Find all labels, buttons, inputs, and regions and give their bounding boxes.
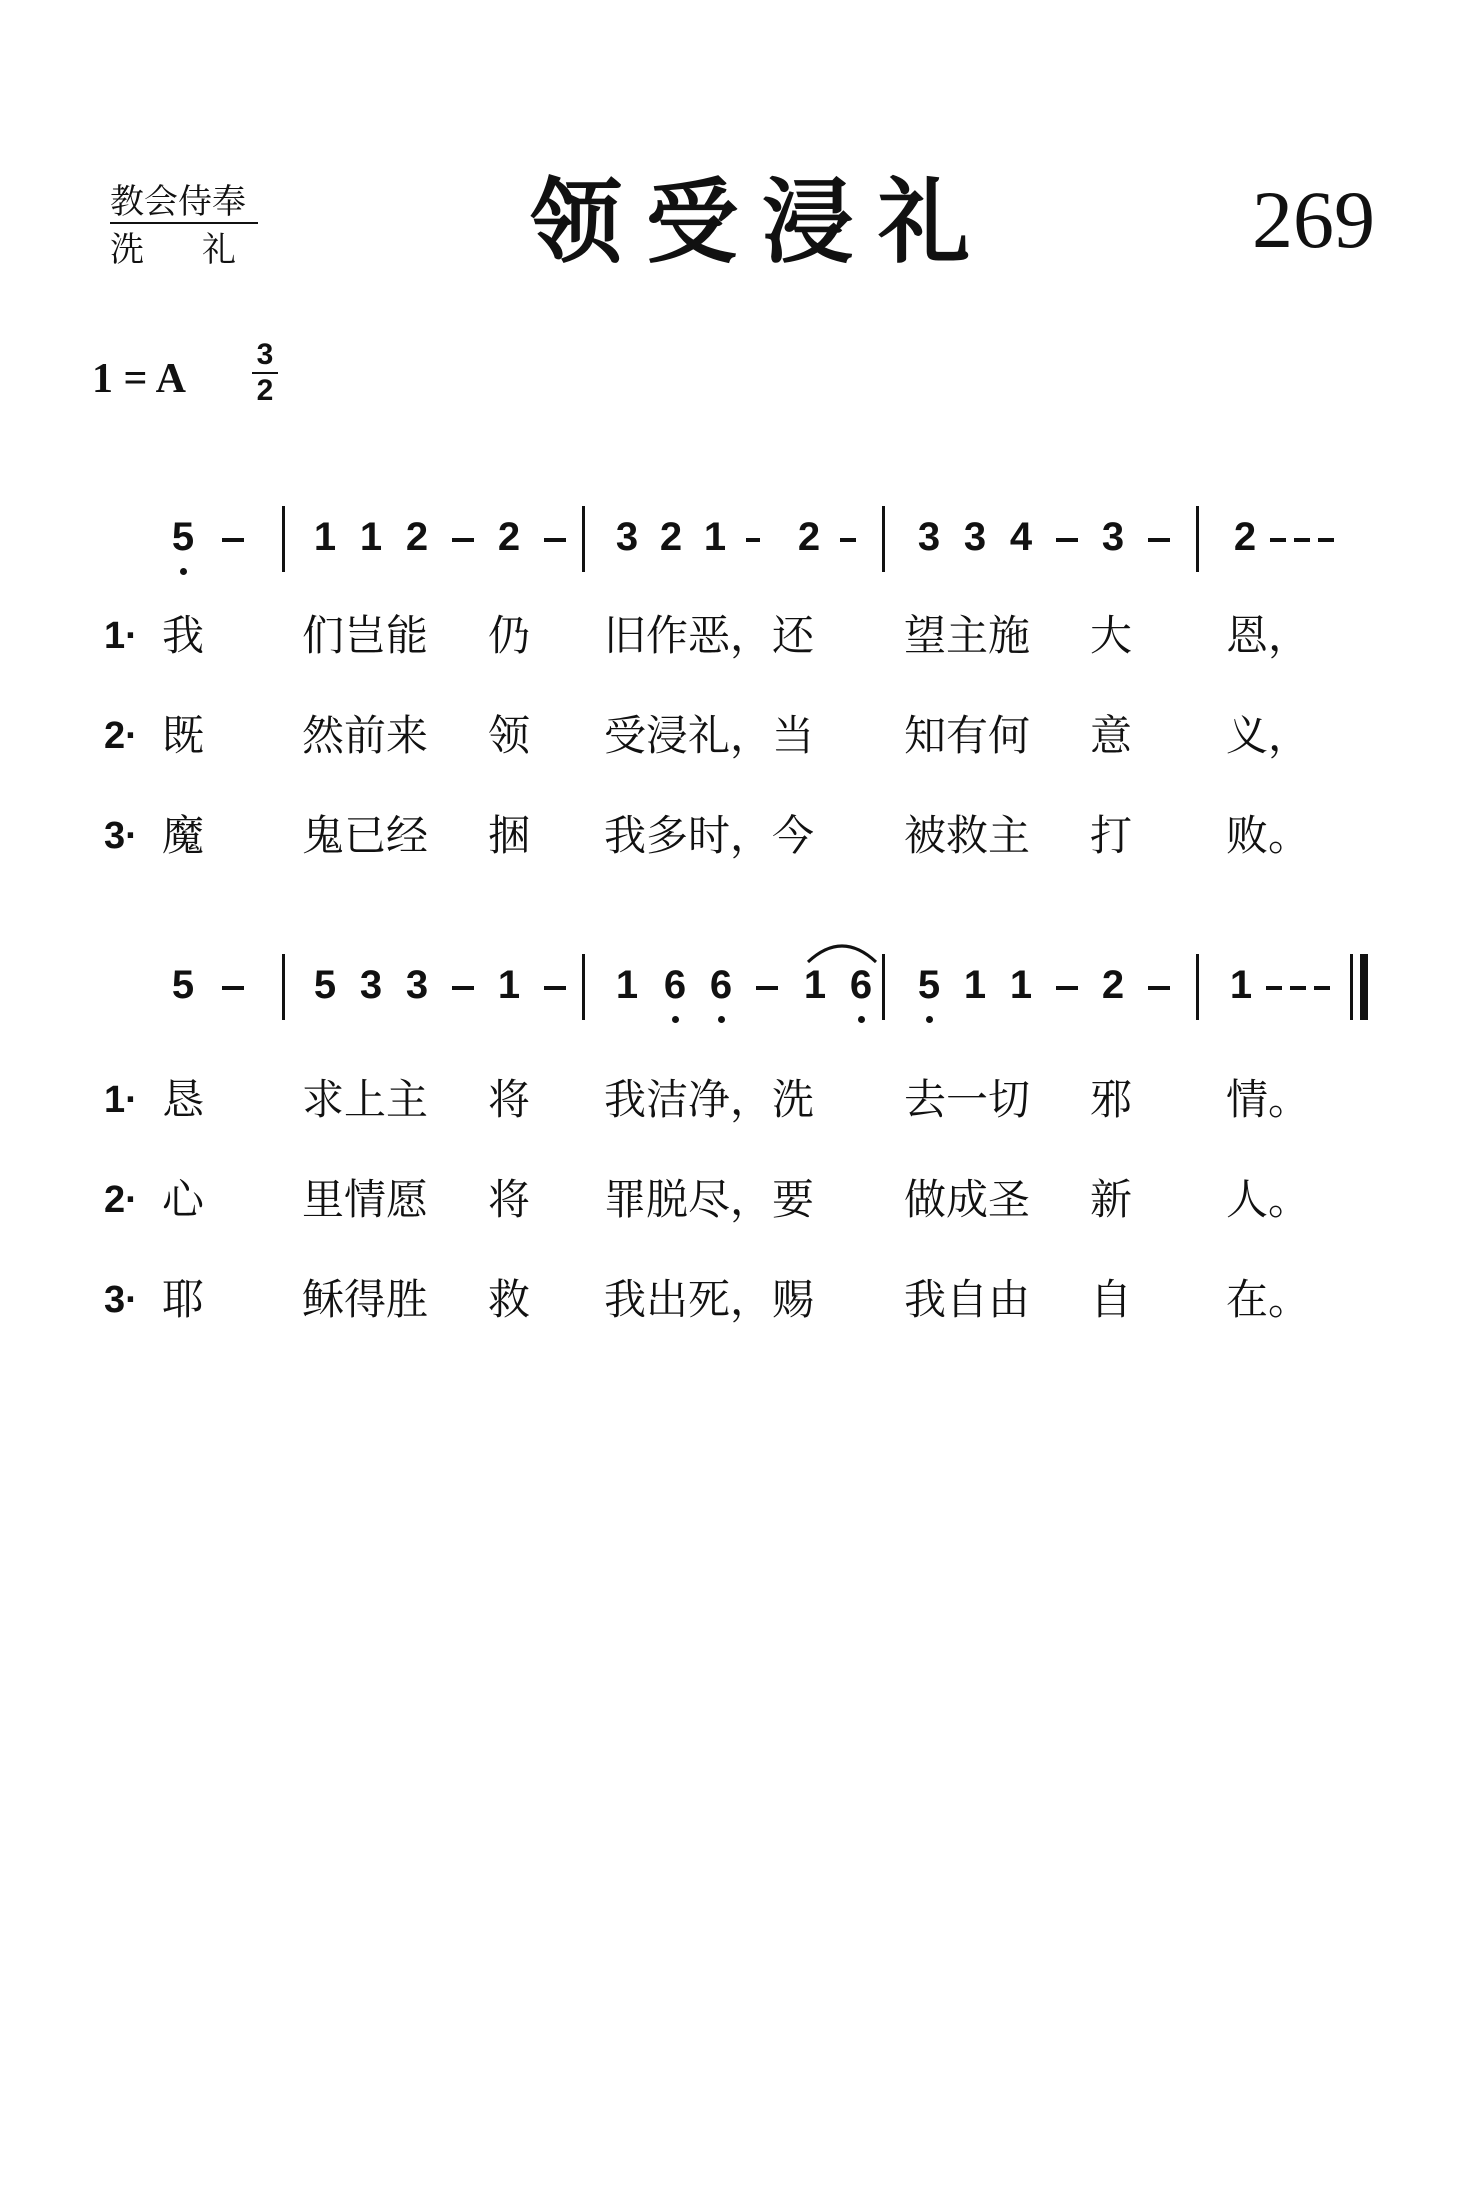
lower-octave-dot	[180, 568, 187, 575]
lyric-text: 在。	[1226, 1275, 1311, 1324]
lyric-text: 我自由	[904, 1275, 1031, 1324]
lower-octave-dot	[718, 1016, 725, 1023]
lyric-text: 意	[1090, 711, 1133, 760]
note: 5	[171, 515, 195, 559]
lyric-text: 们岂能	[302, 611, 429, 660]
barline	[882, 506, 885, 572]
dash	[1270, 538, 1286, 542]
time-signature: 3 2	[250, 340, 280, 406]
barline	[582, 954, 585, 1020]
hymn-title: 领受浸礼	[530, 169, 995, 276]
lyric-text: 仍	[488, 611, 531, 660]
note: 6	[709, 963, 733, 1007]
dash	[1266, 986, 1282, 990]
dash	[452, 986, 474, 990]
notation-line-1	[0, 512, 1476, 582]
key-signature: 1 = A	[92, 356, 186, 402]
lyric-text: 领	[488, 711, 531, 760]
dash	[1314, 986, 1330, 990]
note: 2	[1233, 515, 1257, 559]
lyric-text: 将	[488, 1075, 531, 1124]
lyric-text: 情。	[1226, 1075, 1311, 1124]
dash	[544, 538, 566, 542]
note: 2	[405, 515, 429, 559]
final-barline-thin	[1350, 954, 1353, 1020]
lyric-text: 将	[488, 1175, 531, 1224]
note: 1	[313, 515, 337, 559]
dash	[222, 538, 244, 542]
lyric-verse-3-line-2	[0, 1272, 1476, 1332]
lyric-verse-1	[0, 608, 1476, 668]
note: 3	[1101, 515, 1125, 559]
note: 1	[803, 963, 827, 1007]
dash	[452, 538, 474, 542]
verse-number: 2·	[104, 715, 138, 757]
lyric-text: 受浸礼，当	[604, 711, 815, 760]
barline	[282, 954, 285, 1020]
lyric-text: 义，	[1226, 711, 1311, 760]
lyric-text: 然前来	[302, 711, 429, 760]
dash	[1290, 986, 1306, 990]
dash	[756, 986, 778, 990]
lyric-text: 知有何	[904, 711, 1031, 760]
lyric-text: 恳	[162, 1075, 205, 1124]
verse-number: 3·	[104, 1279, 138, 1321]
dash	[1056, 986, 1078, 990]
dash	[840, 538, 856, 542]
lyric-text: 望主施	[904, 611, 1031, 660]
note: 6	[849, 963, 873, 1007]
lyric-verse-3	[0, 808, 1476, 868]
lyric-text: 既	[162, 711, 205, 760]
lyric-text: 邪	[1090, 1075, 1133, 1124]
verse-number: 1·	[104, 1079, 138, 1121]
note: 1	[1229, 963, 1253, 1007]
dash	[544, 986, 566, 990]
lyric-text: 人。	[1226, 1175, 1311, 1224]
lyric-verse-2-line-2	[0, 1172, 1476, 1232]
lyric-text: 打	[1090, 811, 1133, 860]
lyric-text: 心	[162, 1175, 205, 1224]
final-barline-thick	[1360, 954, 1368, 1020]
note: 3	[963, 515, 987, 559]
dash	[1294, 538, 1310, 542]
note: 2	[797, 515, 821, 559]
dash	[1148, 538, 1170, 542]
lyric-text: 败。	[1226, 811, 1311, 860]
lyric-text: 旧作恶，还	[604, 611, 815, 660]
note: 5	[171, 963, 195, 1007]
lyric-text: 大	[1090, 611, 1133, 660]
lyric-text: 里情愿	[302, 1175, 429, 1224]
lyric-text: 做成圣	[904, 1175, 1031, 1224]
dash	[746, 538, 760, 542]
barline	[582, 506, 585, 572]
lower-octave-dot	[672, 1016, 679, 1023]
verse-number: 1·	[104, 615, 138, 657]
lyric-text: 我出死，赐	[604, 1275, 815, 1324]
note: 5	[917, 963, 941, 1007]
subcategory-label: 洗 礼	[110, 230, 236, 270]
lyric-text: 求上主	[302, 1075, 429, 1124]
lyric-text: 我	[162, 611, 205, 660]
note: 1	[497, 963, 521, 1007]
notation-line-2	[0, 960, 1476, 1030]
barline	[1196, 954, 1199, 1020]
lyric-verse-1-line-2	[0, 1072, 1476, 1132]
dash	[222, 986, 244, 990]
note: 1	[963, 963, 987, 1007]
note: 3	[615, 515, 639, 559]
category-underline	[110, 222, 258, 224]
note: 3	[405, 963, 429, 1007]
note: 1	[1009, 963, 1033, 1007]
note: 2	[1101, 963, 1125, 1007]
note: 1	[615, 963, 639, 1007]
lyric-text: 救	[488, 1275, 531, 1324]
note: 5	[313, 963, 337, 1007]
note: 2	[659, 515, 683, 559]
lyric-text: 我多时，今	[604, 811, 815, 860]
lyric-text: 被救主	[904, 811, 1031, 860]
lyric-text: 罪脱尽，要	[604, 1175, 815, 1224]
note: 3	[359, 963, 383, 1007]
note: 6	[663, 963, 687, 1007]
lyric-verse-2	[0, 708, 1476, 768]
note: 2	[497, 515, 521, 559]
lyric-text: 去一切	[904, 1075, 1031, 1124]
lyric-text: 捆	[488, 811, 531, 860]
dash	[1318, 538, 1334, 542]
note: 1	[703, 515, 727, 559]
verse-number: 2·	[104, 1179, 138, 1221]
lyric-text: 鬼已经	[302, 811, 429, 860]
note: 1	[359, 515, 383, 559]
note: 4	[1009, 515, 1033, 559]
barline	[282, 506, 285, 572]
lyric-text: 魔	[162, 811, 205, 860]
lyric-text: 自	[1090, 1275, 1133, 1324]
slur-icon	[804, 940, 880, 966]
lyric-text: 我洁净，洗	[604, 1075, 815, 1124]
dash	[1148, 986, 1170, 990]
barline	[1196, 506, 1199, 572]
lyric-text: 新	[1090, 1175, 1133, 1224]
barline	[882, 954, 885, 1020]
dash	[1056, 538, 1078, 542]
lyric-text: 恩，	[1226, 611, 1311, 660]
category-label: 教会侍奉	[110, 182, 246, 222]
verse-number: 3·	[104, 815, 138, 857]
lower-octave-dot	[926, 1016, 933, 1023]
lyric-text: 稣得胜	[302, 1275, 429, 1324]
hymn-number: 269	[1252, 174, 1375, 265]
note: 3	[917, 515, 941, 559]
lower-octave-dot	[858, 1016, 865, 1023]
lyric-text: 耶	[162, 1275, 205, 1324]
